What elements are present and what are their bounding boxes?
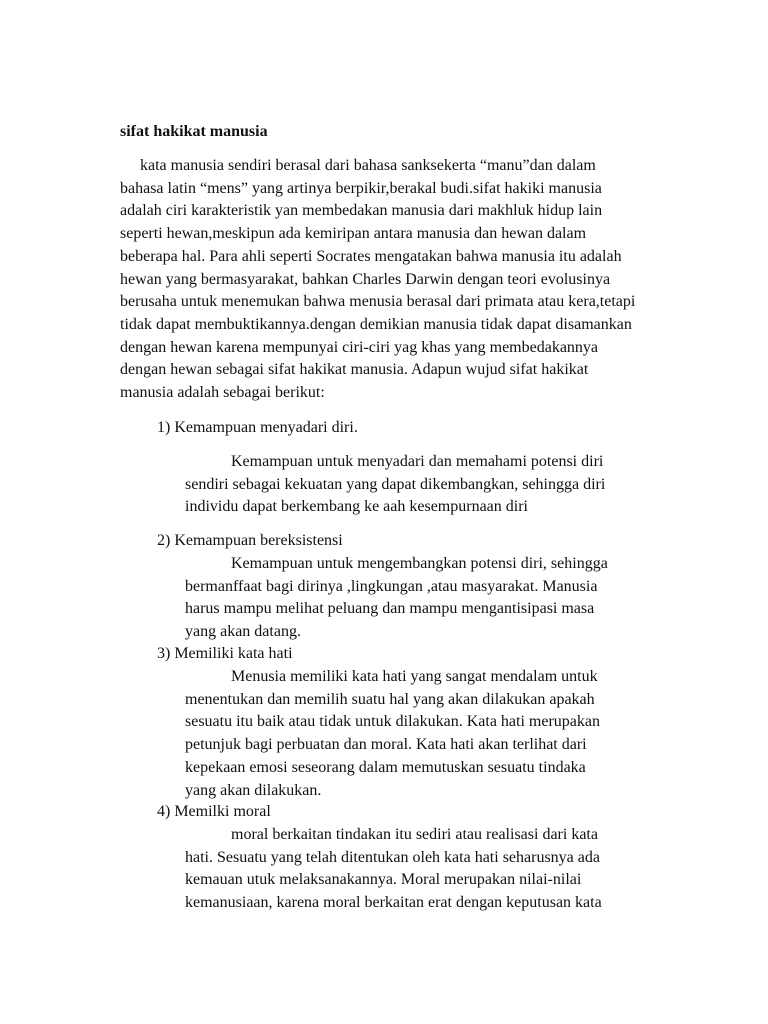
document-title: sifat hakikat manusia xyxy=(120,123,268,140)
list-item-heading-4: 4) Memilki moral xyxy=(157,803,271,820)
paragraph-line: petunjuk bagi perbuatan dan moral. Kata hati akan terlihat dari xyxy=(185,736,587,754)
paragraph-line: berusaha untuk menemukan bahwa menusia berasal dari primata atau kera,tetapi xyxy=(120,293,636,311)
paragraph-line: manusia adalah sebagai berikut: xyxy=(120,384,325,402)
paragraph-line: dengan hewan karena mempunyai ciri-ciri yag khas yang membedakannya xyxy=(120,338,599,356)
paragraph-line: kemanusiaan, karena moral berkaitan erat dengan keputusan kata xyxy=(185,894,602,912)
paragraph-line: dengan hewan sebagai sifat hakikat manusia. Adapun wujud sifat hakikat xyxy=(120,361,589,379)
paragraph-line: bahasa latin “mens” yang artinya berpikir,berakal budi.sifat hakiki manusia xyxy=(120,179,602,197)
intro-paragraph xyxy=(120,155,635,405)
paragraph-line: Kemampuan untuk menyadari dan memahami potensi diri xyxy=(231,453,604,470)
paragraph-line: seperti hewan,meskipun ada kemiripan antara manusia dan hewan dalam xyxy=(120,225,587,243)
list-item-body-2 xyxy=(185,553,608,644)
paragraph-line: individu dapat berkembang ke aah kesempurnaan diri xyxy=(185,498,528,516)
paragraph-line: yang akan dilakukan. xyxy=(185,781,322,799)
paragraph-line: harus mampu melihat peluang dan mampu mengantisipasi masa xyxy=(185,600,595,618)
paragraph-line: hati. Sesuatu yang telah ditentukan oleh kata hati seharusnya ada xyxy=(185,848,600,866)
paragraph-line: Menusia memiliki kata hati yang sangat mendalam untuk xyxy=(231,668,598,685)
paragraph-line: moral berkaitan tindakan itu sediri atau realisasi dari kata xyxy=(231,826,598,843)
paragraph-line: sesuatu itu baik atau tidak untuk dilakukan. Kata hati merupakan xyxy=(185,713,600,731)
list-item-body-4 xyxy=(185,824,602,915)
paragraph-line: hewan yang bermasyarakat, bahkan Charles Darwin dengan teori evolusinya xyxy=(120,270,611,288)
paragraph-line: kepekaan emosi seseorang dalam memutuskan sesuatu tindaka xyxy=(185,758,586,776)
paragraph-line: tidak dapat membuktikannya.dengan demikian manusia tidak dapat disamankan xyxy=(120,315,632,333)
list-item-heading-1: 1) Kemampuan menyadari diri. xyxy=(157,419,358,436)
paragraph-line: kemauan utuk melaksanakannya. Moral merupakan nilai-nilai xyxy=(185,871,582,889)
paragraph-line: menentukan dan memilih suatu hal yang akan dilakukan apakah xyxy=(185,690,595,708)
paragraph-line: beberapa hal. Para ahli seperti Socrates mengatakan bahwa manusia itu adalah xyxy=(120,247,622,265)
paragraph-line: adalah ciri karakteristik yan membedakan manusia dari makhluk hidup lain xyxy=(120,202,603,220)
paragraph-line: sendiri sebagai kekuatan yang dapat dikembangkan, sehingga diri xyxy=(185,475,606,493)
paragraph-line: yang akan datang. xyxy=(185,623,301,641)
list-item-body-3 xyxy=(185,666,600,802)
list-item-heading-2: 2) Kemampuan bereksistensi xyxy=(157,532,343,549)
paragraph-line: bermanffaat bagi dirinya ,lingkungan ,atau masyarakat. Manusia xyxy=(185,577,598,595)
list-item-heading-3: 3) Memiliki kata hati xyxy=(157,645,293,662)
paragraph-line: kata manusia sendiri berasal dari bahasa sanksekerta “manu”dan dalam xyxy=(140,157,596,174)
list-item-body-1 xyxy=(185,451,605,519)
paragraph-line: Kemampuan untuk mengembangkan potensi diri, sehingga xyxy=(231,555,608,572)
